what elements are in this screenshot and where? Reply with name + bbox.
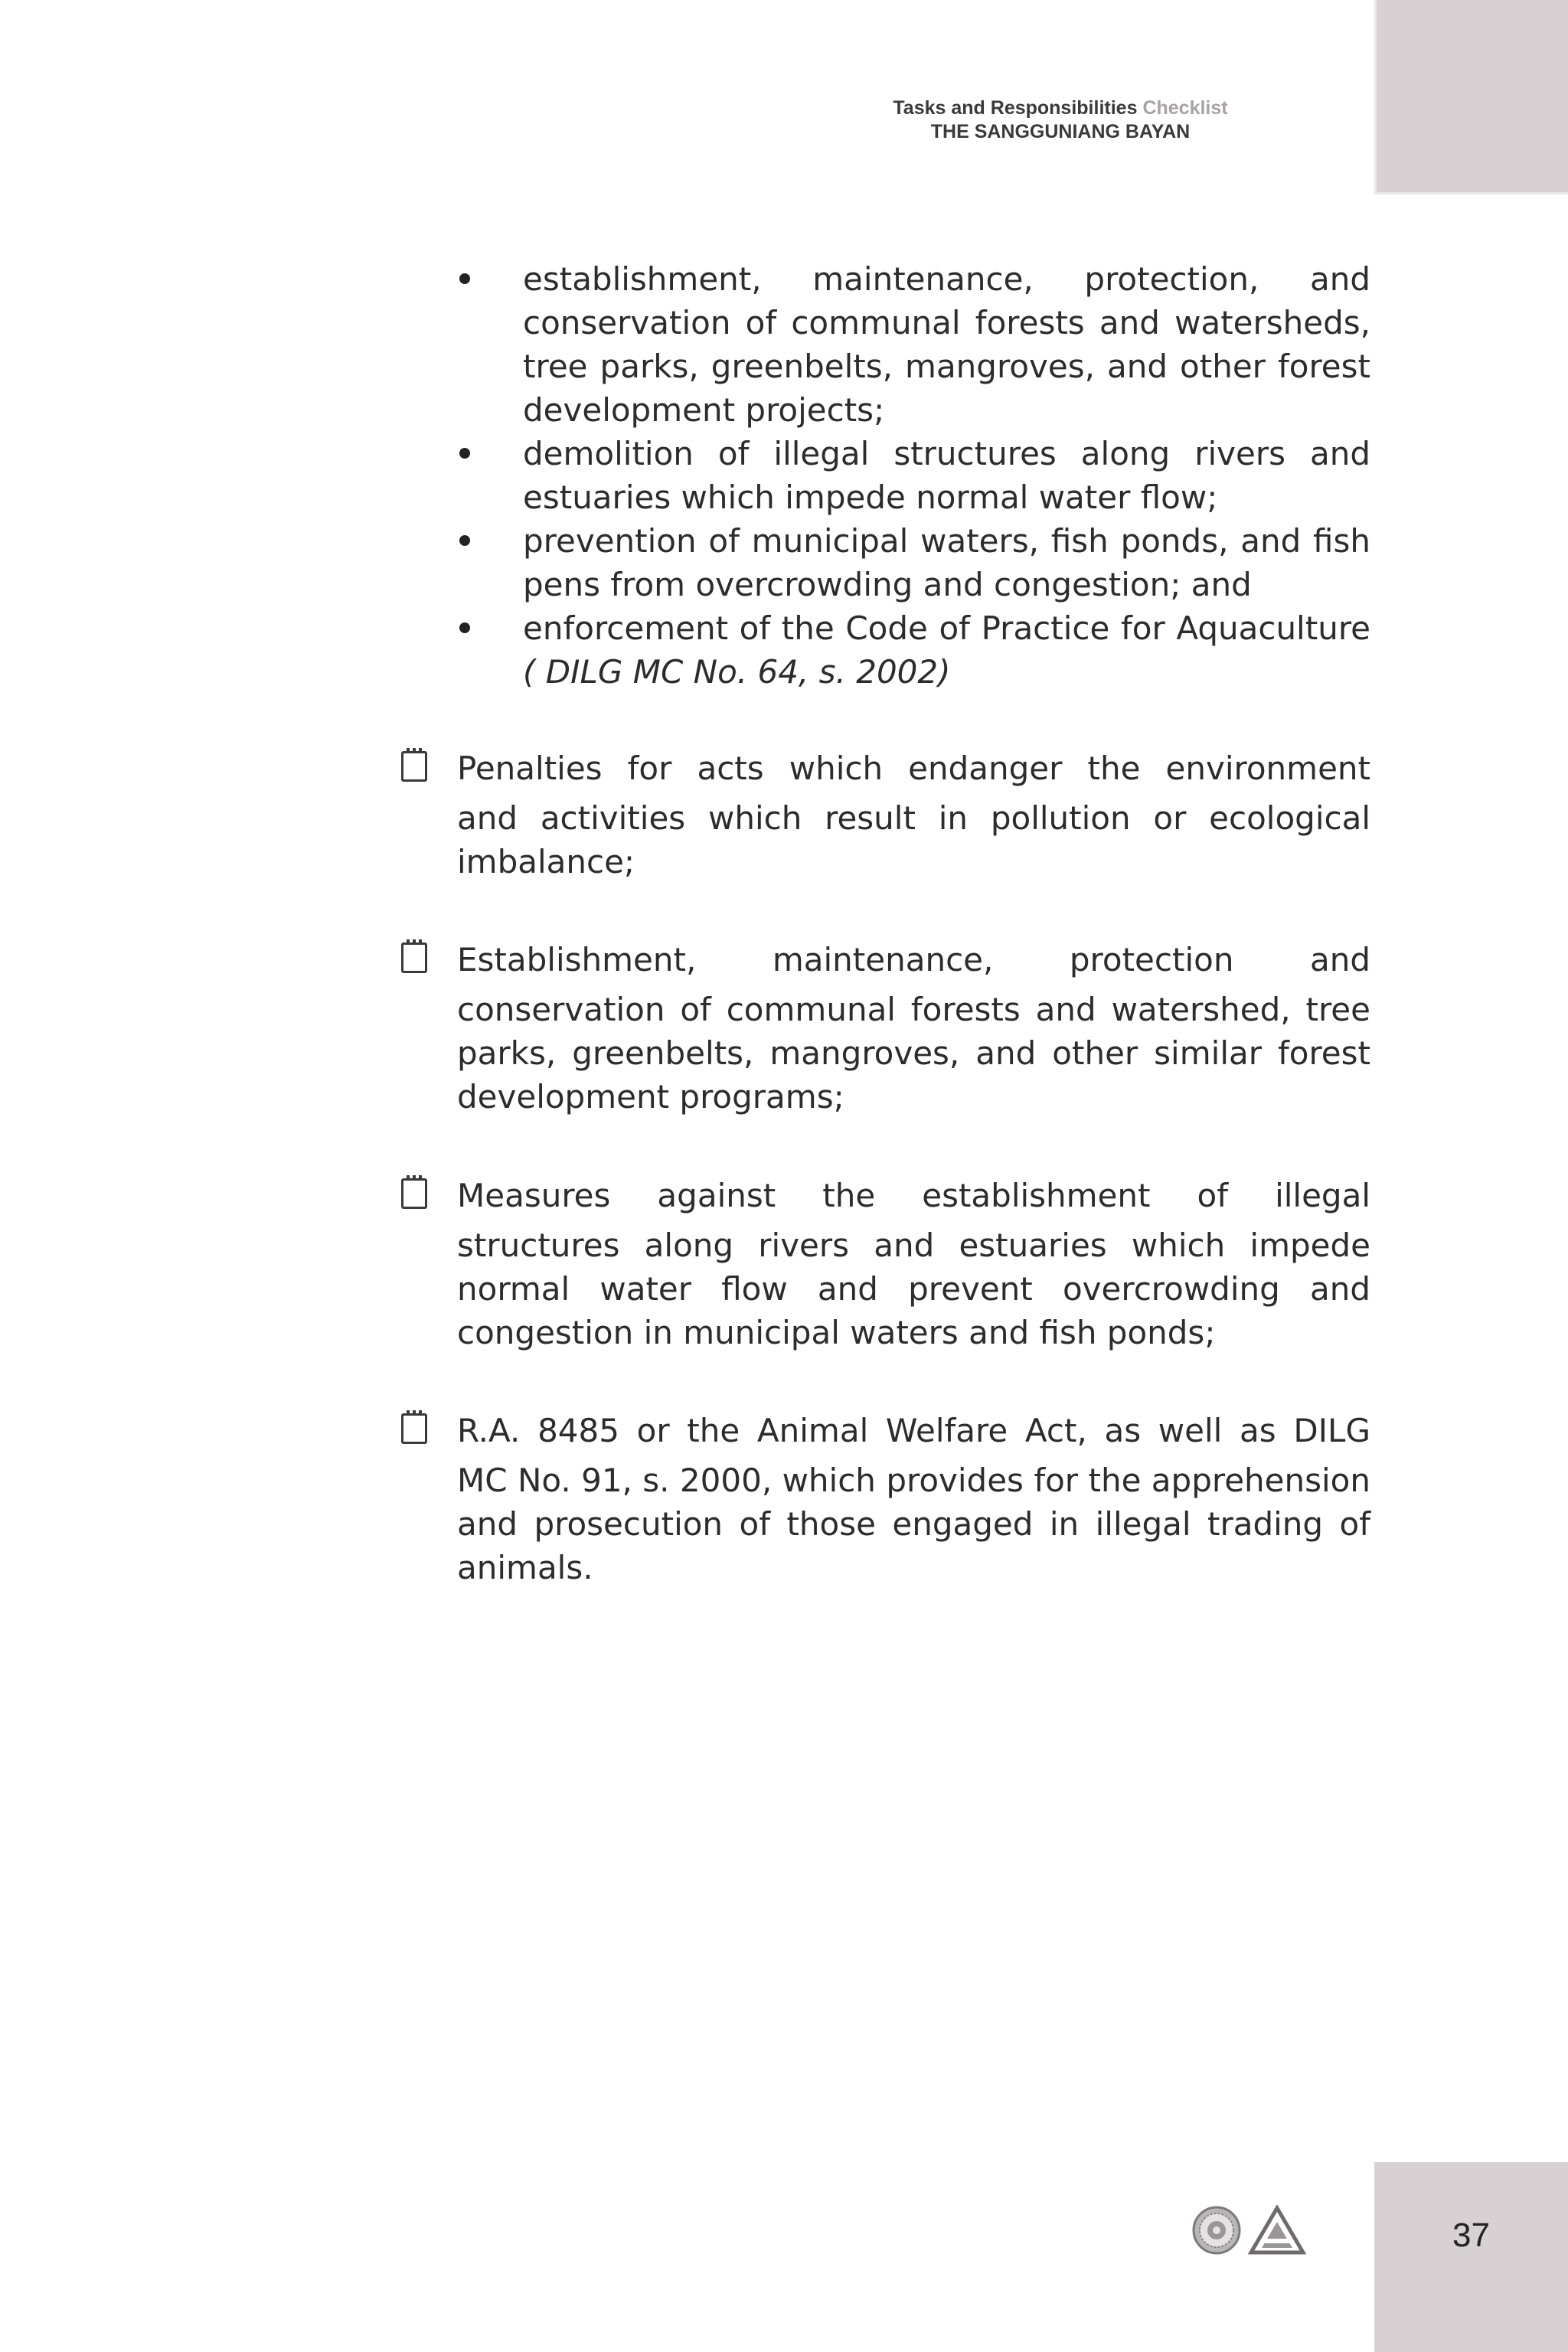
checklist-first-line: Establishment, maintenance, protection and xyxy=(457,941,1370,978)
bullet-list xyxy=(459,257,1370,694)
checklist-text xyxy=(457,1174,1370,1354)
checklist-rest: MC No. 91, s. 2000, which provides for the apprehension and prosecution of those engaged in illegal trading of animals. xyxy=(457,1462,1370,1586)
bullet-text: establishment, maintenance, protection, and conservation of communal forests and watersheds, tree parks, greenbelts, mangroves, and other forest development projects; xyxy=(523,260,1370,429)
checklist-first-line: Measures against the establishment of illegal xyxy=(457,1177,1370,1214)
bullet-text: prevention of municipal waters, fish ponds, and fish pens from overcrowding and congestion; and xyxy=(523,522,1370,603)
bullet-icon xyxy=(459,273,470,284)
checklist-item-structures xyxy=(398,1174,1370,1354)
checklist-item-penalties xyxy=(398,746,1370,884)
corner-tab-top xyxy=(1374,0,1568,194)
checklist-text xyxy=(457,746,1370,884)
list-item xyxy=(459,519,1370,606)
running-header xyxy=(842,96,1279,144)
bullet-icon xyxy=(459,622,470,633)
checkbox-icon[interactable] xyxy=(401,1178,427,1209)
page-number: 37 xyxy=(1452,2216,1490,2254)
seal-icon xyxy=(1194,2207,1240,2253)
bullet-text: demolition of illegal structures along rivers and estuaries which impede normal water flow; xyxy=(523,435,1370,516)
bullet-citation: ( DILG MC No. 64, s. 2002) xyxy=(523,653,951,691)
header-title-muted: Checklist xyxy=(1142,97,1228,119)
list-item xyxy=(459,432,1370,519)
bullet-text: enforcement of the Code of Practice for Aquaculture xyxy=(523,609,1370,647)
checklist-text xyxy=(457,1409,1370,1589)
checkbox-icon[interactable] xyxy=(401,751,427,782)
checklist-first-line: R.A. 8485 or the Animal Welfare Act, as well as DILG xyxy=(457,1412,1370,1449)
bullet-icon xyxy=(459,535,470,546)
checklist-rest: structures along rivers and estuaries which impede normal water flow and prevent overcrowding and congestion in municipal waters and fish ponds; xyxy=(457,1227,1370,1351)
checklist-first-line: Penalties for acts which endanger the environment xyxy=(457,750,1370,787)
checklist-rest: conservation of communal forests and watershed, tree parks, greenbelts, mangroves, and other similar forest development programs; xyxy=(457,991,1370,1116)
lga-logo-icon xyxy=(1251,2208,1303,2252)
checkbox-icon[interactable] xyxy=(401,942,427,973)
header-title-main: Tasks and Responsibilities xyxy=(893,97,1138,119)
checklist-text xyxy=(457,938,1370,1119)
checklist-item-animal-welfare xyxy=(398,1409,1370,1589)
header-subtitle: THE SANGGUNIANG BAYAN xyxy=(930,121,1191,142)
list-item xyxy=(459,257,1370,432)
checklist-item-forests xyxy=(398,938,1370,1119)
footer-logos xyxy=(1191,2205,1306,2256)
bullet-icon xyxy=(459,448,470,459)
corner-tab-bottom xyxy=(1374,2162,1568,2352)
checkbox-icon[interactable] xyxy=(401,1413,427,1444)
list-item xyxy=(459,606,1370,694)
header-title xyxy=(842,96,1279,120)
checklist-rest: and activities which result in pollution or ecological imbalance; xyxy=(457,799,1370,880)
